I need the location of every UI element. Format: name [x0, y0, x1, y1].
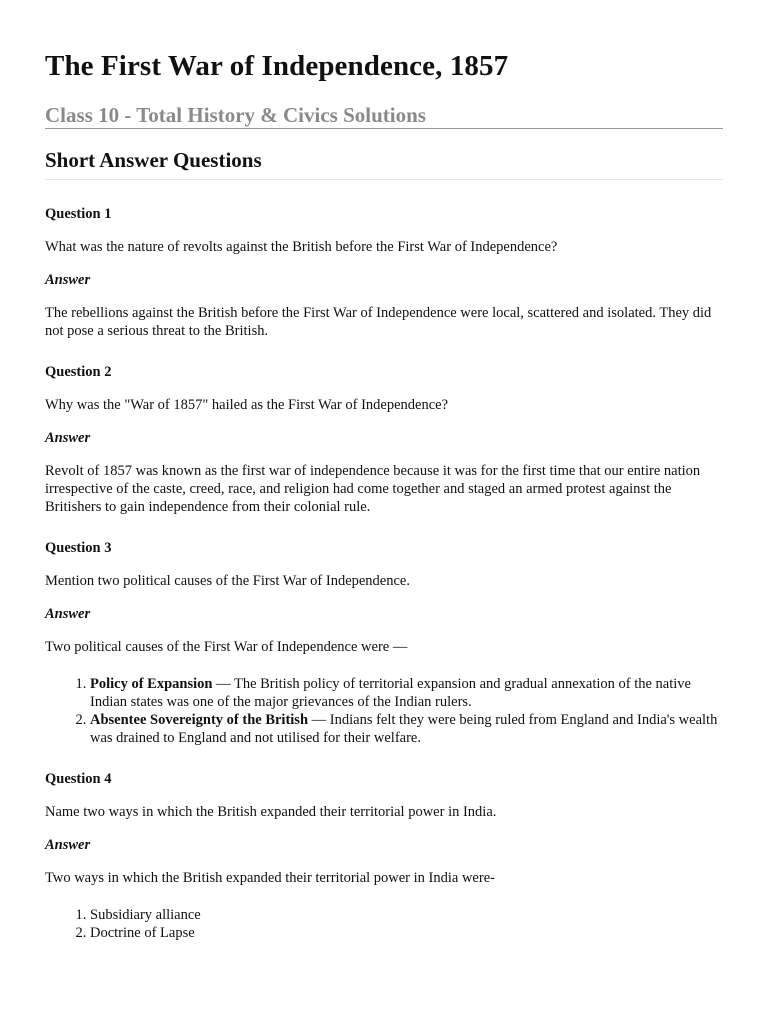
question-block-1	[45, 205, 723, 340]
answer-label: Answer	[45, 272, 91, 288]
list-item-term: Policy of Expansion	[90, 676, 213, 692]
list-item	[90, 711, 723, 747]
question-label: Question 2	[45, 364, 112, 380]
list-item: 1. Subsidiary alliance	[90, 906, 723, 924]
question-text: Name two ways in which the British expanded their territorial power in India.	[45, 804, 497, 820]
list-item-term: Absentee Sovereignty of the British	[90, 712, 309, 728]
answer-label: Answer	[45, 430, 91, 446]
list-item-text: — Indians felt they were being ruled from England and India's wealth was drained to England and not utilised for their welfare.	[90, 712, 718, 746]
answer-label: Answer	[45, 837, 91, 853]
list-item-text: — The British policy of territorial expansion and gradual annexation of the native Indian states was one of the major grievances of the Indian rulers.	[90, 676, 691, 710]
question-text: Why was the "War of 1857" hailed as the First War of Independence?	[45, 397, 449, 413]
page-subtitle: Class 10 - Total History & Civics Solutions	[45, 103, 723, 129]
question-label: Question 4	[45, 771, 112, 787]
list-item: 2. Doctrine of Lapse	[90, 924, 723, 942]
question-block-4	[45, 770, 723, 942]
question-text: What was the nature of revolts against the British before the First War of Independence?	[45, 239, 558, 255]
answer-list	[45, 675, 723, 747]
answer-text: Revolt of 1857 was known as the first war of independence because it was for the first time that our entire nation irrespective of the caste, creed, race, and religion had come together and staged an armed protest against the Britishers to gain independence from their colonial rule.	[45, 463, 701, 515]
page-title: The First War of Independence, 1857	[45, 50, 509, 82]
answer-label: Answer	[45, 606, 91, 622]
question-block-2	[45, 363, 723, 516]
question-label: Question 1	[45, 206, 112, 222]
question-text: Mention two political causes of the First War of Independence.	[45, 573, 410, 589]
question-label: Question 3	[45, 540, 112, 556]
answer-intro: Two ways in which the British expanded their territorial power in India were-	[45, 870, 495, 886]
answer-list	[45, 906, 723, 942]
list-item	[90, 675, 723, 711]
question-block-3	[45, 539, 723, 747]
answer-intro: Two political causes of the First War of Independence were —	[45, 639, 408, 655]
section-title: Short Answer Questions	[45, 147, 723, 180]
answer-text: The rebellions against the British before the First War of Independence were local, scattered and isolated. They did not pose a serious threat to the British.	[45, 305, 712, 339]
